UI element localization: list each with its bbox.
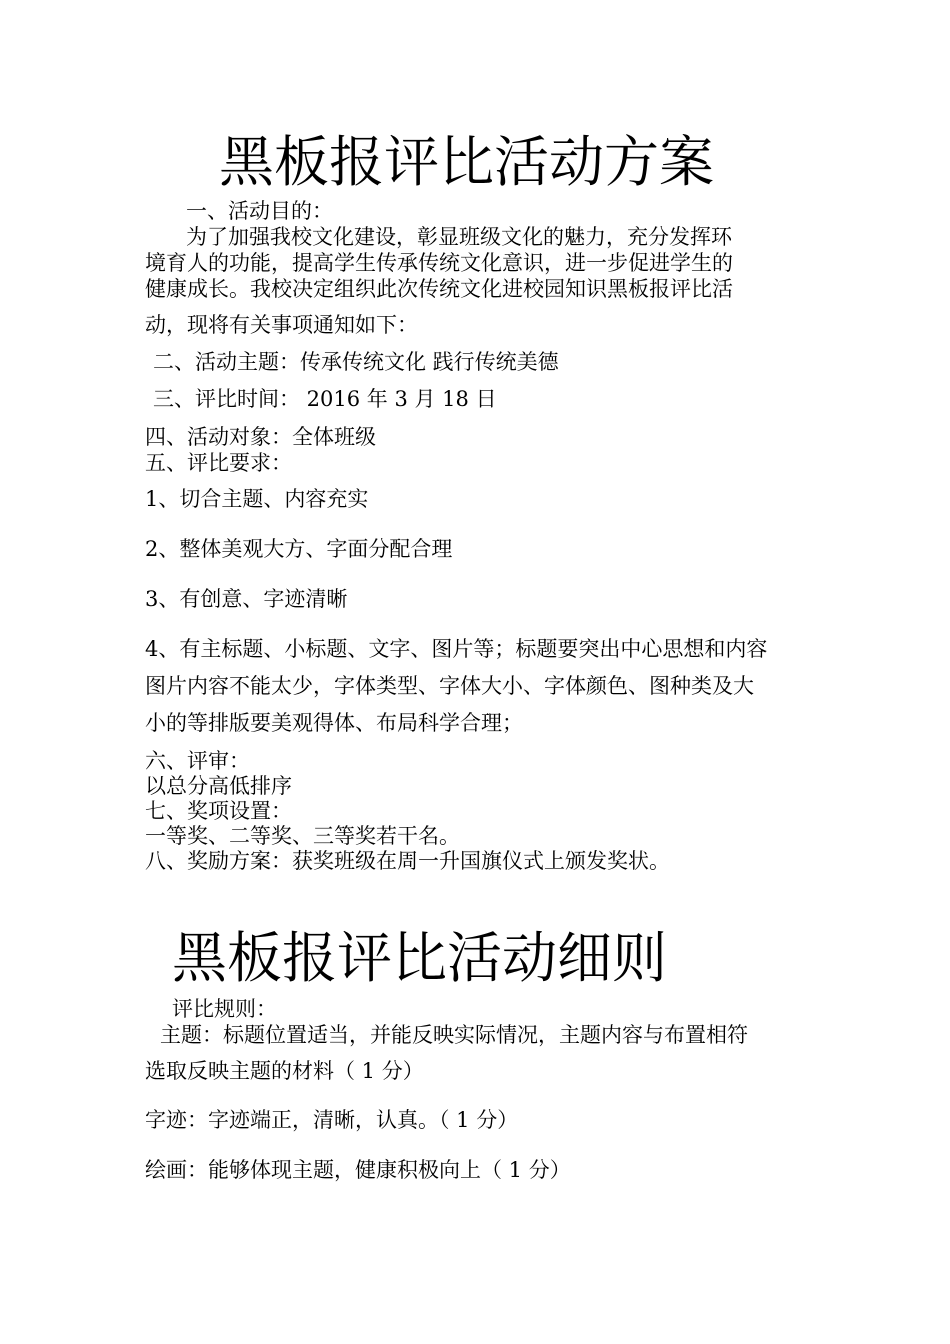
section-4-target: 四、活动对象：全体班级 [145,425,376,449]
rule-drawing: 绘画：能够体现主题，健康积极向上（ 1 分） [145,1158,571,1182]
requirement-3: 3、有创意、字迹清晰 [145,587,348,611]
detail-title: 黑板报评比活动细则 [172,926,668,990]
section-1-heading: 一、活动目的： [186,199,333,223]
section-6-text: 以总分高低排序 [145,774,292,798]
requirement-4-line-1: 4、有主标题、小标题、文字、图片等；标题要突出中心思想和内容 [145,637,768,661]
rule-theme-line-2: 选取反映主题的材料（ 1 分） [145,1059,424,1083]
section-1-paragraph-line-3: 健康成长。我校决定组织此次传统文化进校园知识黑板报评比活 [145,277,733,301]
section-5-heading: 五、评比要求： [145,451,292,475]
requirement-4-line-2: 图片内容不能太少，字体类型、字体大小、字体颜色、图种类及大 [145,674,754,698]
requirement-4-line-3: 小的等排版要美观得体、布局科学合理； [145,711,523,735]
rules-heading: 评比规则： [172,997,277,1021]
rule-handwriting: 字迹：字迹端正，清晰，认真。（ 1 分） [145,1108,519,1132]
section-8-award: 八、奖励方案：获奖班级在周一升国旗仪式上颁发奖状。 [145,849,670,873]
section-7-text: 一等奖、二等奖、三等奖若干名。 [145,824,460,848]
section-3-time: 三、评比时间： 2016 年 3 月 18 日 [153,387,497,411]
section-7-heading: 七、奖项设置： [145,799,292,823]
requirement-2: 2、整体美观大方、字面分配合理 [145,537,453,561]
section-6-heading: 六、评审： [145,749,250,773]
requirement-1: 1、切合主题、内容充实 [145,487,369,511]
section-1-paragraph-line-4: 动，现将有关事项通知如下： [145,313,418,337]
document-title: 黑板报评比活动方案 [219,130,715,194]
section-1-paragraph-line-1: 为了加强我校文化建设，彰显班级文化的魅力，充分发挥环 [186,225,732,249]
rule-theme-line-1: 主题：标题位置适当，并能反映实际情况，主题内容与布置相符 [160,1023,748,1047]
section-1-paragraph-line-2: 境育人的功能，提高学生传承传统文化意识，进一步促进学生的 [145,251,733,275]
section-2-theme: 二、活动主题：传承传统文化 践行传统美德 [153,350,559,374]
